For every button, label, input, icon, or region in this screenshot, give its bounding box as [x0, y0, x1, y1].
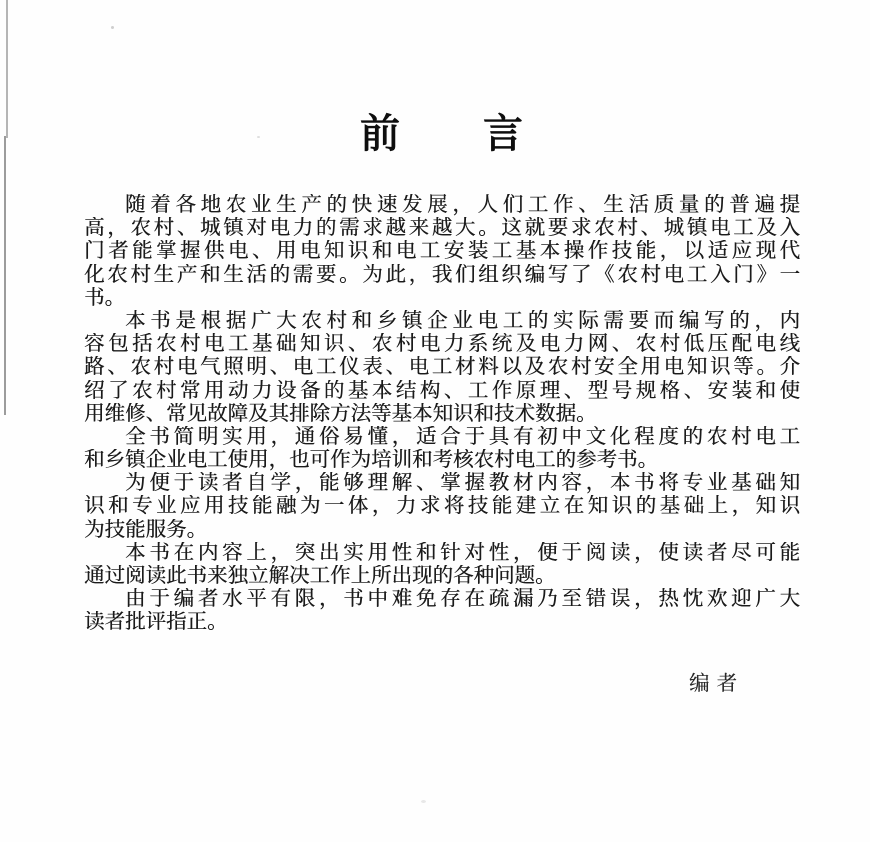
paragraph-line: 通过阅读此书来独立解决工作上所出现的各种问题。	[84, 565, 556, 587]
paragraph-line: 本书是根据广大农村和乡镇企业电工的实际需要而编写的，内	[125, 309, 800, 332]
paragraph-line: 读者批评指正。	[84, 611, 228, 634]
paragraph-line: 用维修、常见故障及其排除方法等基本知识和技术数据。	[84, 402, 597, 425]
paragraph-line: 容包括农村电工基础知识、农村电力系统及电力网、农村低压配电线	[84, 333, 800, 356]
paragraph-line: 路、农村电气照明、电工仪表、电工材料以及农村安全用电知识等。介	[84, 356, 800, 379]
paragraph-line: 绍了农村常用动力设备的基本结构、工作原理、型号规格、安装和使	[84, 379, 800, 402]
author-signature: 编者	[689, 672, 744, 695]
paragraph-line: 随着各地农业生产的快速发展，人们工作、生活质量的普遍提	[125, 194, 800, 216]
paragraph	[84, 588, 800, 634]
paragraph-line: 为便于读者自学，能够理解、掌握教材内容，本书将专业基础知	[125, 472, 800, 495]
preface-body	[84, 194, 800, 635]
paragraph	[84, 310, 800, 426]
paragraph-line: 识和专业应用技能融为一体，力求将技能建立在知识的基础上，知识	[84, 495, 800, 518]
page-content	[84, 0, 800, 696]
paragraph-line: 由于编者水平有限，书中难免存在疏漏乃至错误，热忱欢迎广大	[125, 588, 800, 611]
scan-speck	[421, 800, 426, 803]
page-edge-line	[6, 0, 8, 138]
paragraph-line: 为技能服务。	[84, 518, 207, 541]
paragraph	[84, 472, 800, 542]
paragraph-line: 门者能掌握供电、用电知识和电工安装工基本操作技能，以适应现代	[84, 240, 800, 263]
paragraph	[84, 426, 800, 472]
page-edge-line	[4, 136, 6, 415]
paragraph-line: 书。	[84, 286, 125, 309]
paragraph	[84, 194, 800, 310]
paragraph-line: 全书简明实用，通俗易懂，适合于具有初中文化程度的农村电工	[125, 425, 800, 448]
paragraph	[84, 542, 800, 588]
paragraph-line: 化农村生产和生活的需要。为此，我们组织编写了《农村电工入门》一	[84, 263, 800, 286]
paragraph-line: 和乡镇企业电工使用，也可作为培训和考核农村电工的参考书。	[84, 449, 658, 472]
page-title: 前 言	[360, 111, 524, 156]
paragraph-line: 高，农村、城镇对电力的需求越来越大。这就要求农村、城镇电工及入	[84, 217, 800, 240]
paragraph-line: 本书在内容上，突出实用性和针对性，便于阅读，使读者尽可能	[125, 541, 800, 564]
